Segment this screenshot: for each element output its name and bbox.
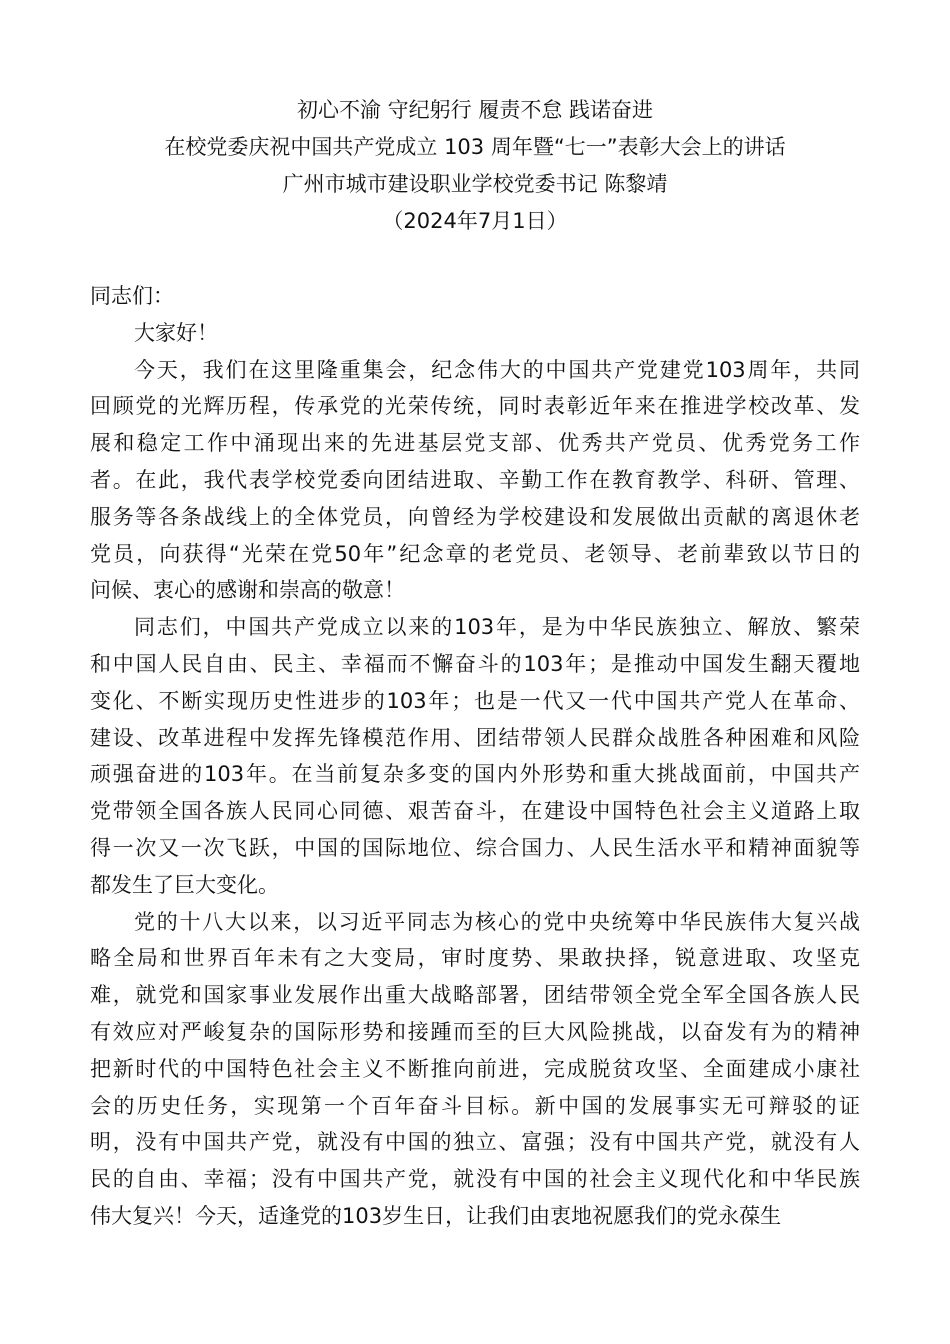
paragraph-line: 顽强奋进的103年。在当前复杂多变的国内外形势和重大挑战面前，中国共产 xyxy=(90,762,860,787)
paragraph-line: 服务等各条战线上的全体党员，向曾经为学校建设和发展做出贡献的离退休老 xyxy=(90,504,860,529)
paragraph-line: 党的十八大以来，以习近平同志为核心的党中央统筹中华民族伟大复兴战 xyxy=(134,909,860,934)
paragraph-line: 伟大复兴！今天，适逢党的103岁生日，让我们由衷地祝愿我们的党永葆生 xyxy=(90,1203,782,1228)
paragraph xyxy=(90,315,860,352)
paragraph-line: 展和稳定工作中涌现出来的先进基层党支部、优秀共产党员、优秀党务工作 xyxy=(90,431,860,456)
paragraph-line: 难，就党和国家事业发展作出重大战略部署，团结带领全党全军全国各族人民 xyxy=(90,983,860,1008)
paragraph-line: 今天，我们在这里隆重集会，纪念伟大的中国共产党建党103周年，共同 xyxy=(134,357,860,382)
paragraph-line: 党员，向获得“光荣在党50年”纪念章的老党员、老领导、老前辈致以节日的 xyxy=(90,541,860,566)
paragraph-line: 得一次又一次飞跃，中国的国际地位、综合国力、人民生活水平和精神面貌等 xyxy=(90,835,860,860)
paragraph-line: 把新时代的中国特色社会主义不断推向前进，完成脱贫攻坚、全面建成小康社 xyxy=(90,1056,860,1081)
speech-subtitle: 在校党委庆祝中国共产党成立 103 周年暨“七一”表彰大会上的讲话 xyxy=(164,135,786,159)
speech-header xyxy=(0,92,950,240)
salutation: 同志们： xyxy=(90,284,174,308)
paragraph-line: 明，没有中国共产党，就没有中国的独立、富强；没有中国共产党，就没有人 xyxy=(90,1130,860,1155)
paragraph-container xyxy=(90,315,860,1235)
paragraph-line: 者。在此，我代表学校党委向团结进取、辛勤工作在教育教学、科研、管理、 xyxy=(90,467,860,492)
speaker-line: 广州市城市建设职业学校党委书记 陈黎靖 xyxy=(282,172,668,196)
paragraph-line: 同志们，中国共产党成立以来的103年，是为中华民族独立、解放、繁荣 xyxy=(134,615,860,640)
paragraph xyxy=(90,352,860,610)
paragraph-line: 有效应对严峻复杂的国际形势和接踵而至的巨大风险挑战，以奋发有为的精神 xyxy=(90,1019,860,1044)
paragraph-line: 党带领全国各族人民同心同德、艰苦奋斗，在建设中国特色社会主义道路上取 xyxy=(90,799,860,824)
paragraph-line: 和中国人民自由、民主、幸福而不懈奋斗的103年；是推动中国发生翻天覆地 xyxy=(90,651,860,676)
paragraph xyxy=(90,904,860,1235)
speech-body xyxy=(90,278,860,1235)
paragraph-line: 大家好！ xyxy=(134,320,218,345)
paragraph-line: 会的历史任务，实现第一个百年奋斗目标。新中国的发展事实无可辩驳的证 xyxy=(90,1093,860,1118)
paragraph-line: 民的自由、幸福；没有中国共产党，就没有中国的社会主义现代化和中华民族 xyxy=(90,1167,860,1192)
paragraph-line: 问候、衷心的感谢和崇高的敬意！ xyxy=(90,578,405,603)
speech-date: （2024年7月1日） xyxy=(382,209,568,233)
paragraph xyxy=(90,609,860,903)
speech-title: 初心不渝 守纪躬行 履责不怠 践诺奋进 xyxy=(296,98,654,122)
paragraph-line: 变化、不断实现历史性进步的103年；也是一代又一代中国共产党人在革命、 xyxy=(90,688,860,713)
paragraph-line: 建设、改革进程中发挥先锋模范作用、团结带领人民群众战胜各种困难和风险 xyxy=(90,725,860,750)
paragraph-line: 回顾党的光辉历程，传承党的光荣传统，同时表彰近年来在推进学校改革、发 xyxy=(90,394,860,419)
paragraph-line: 略全局和世界百年未有之大变局，审时度势、果敢抉择，锐意进取、攻坚克 xyxy=(90,946,860,971)
paragraph-line: 都发生了巨大变化。 xyxy=(90,872,279,897)
